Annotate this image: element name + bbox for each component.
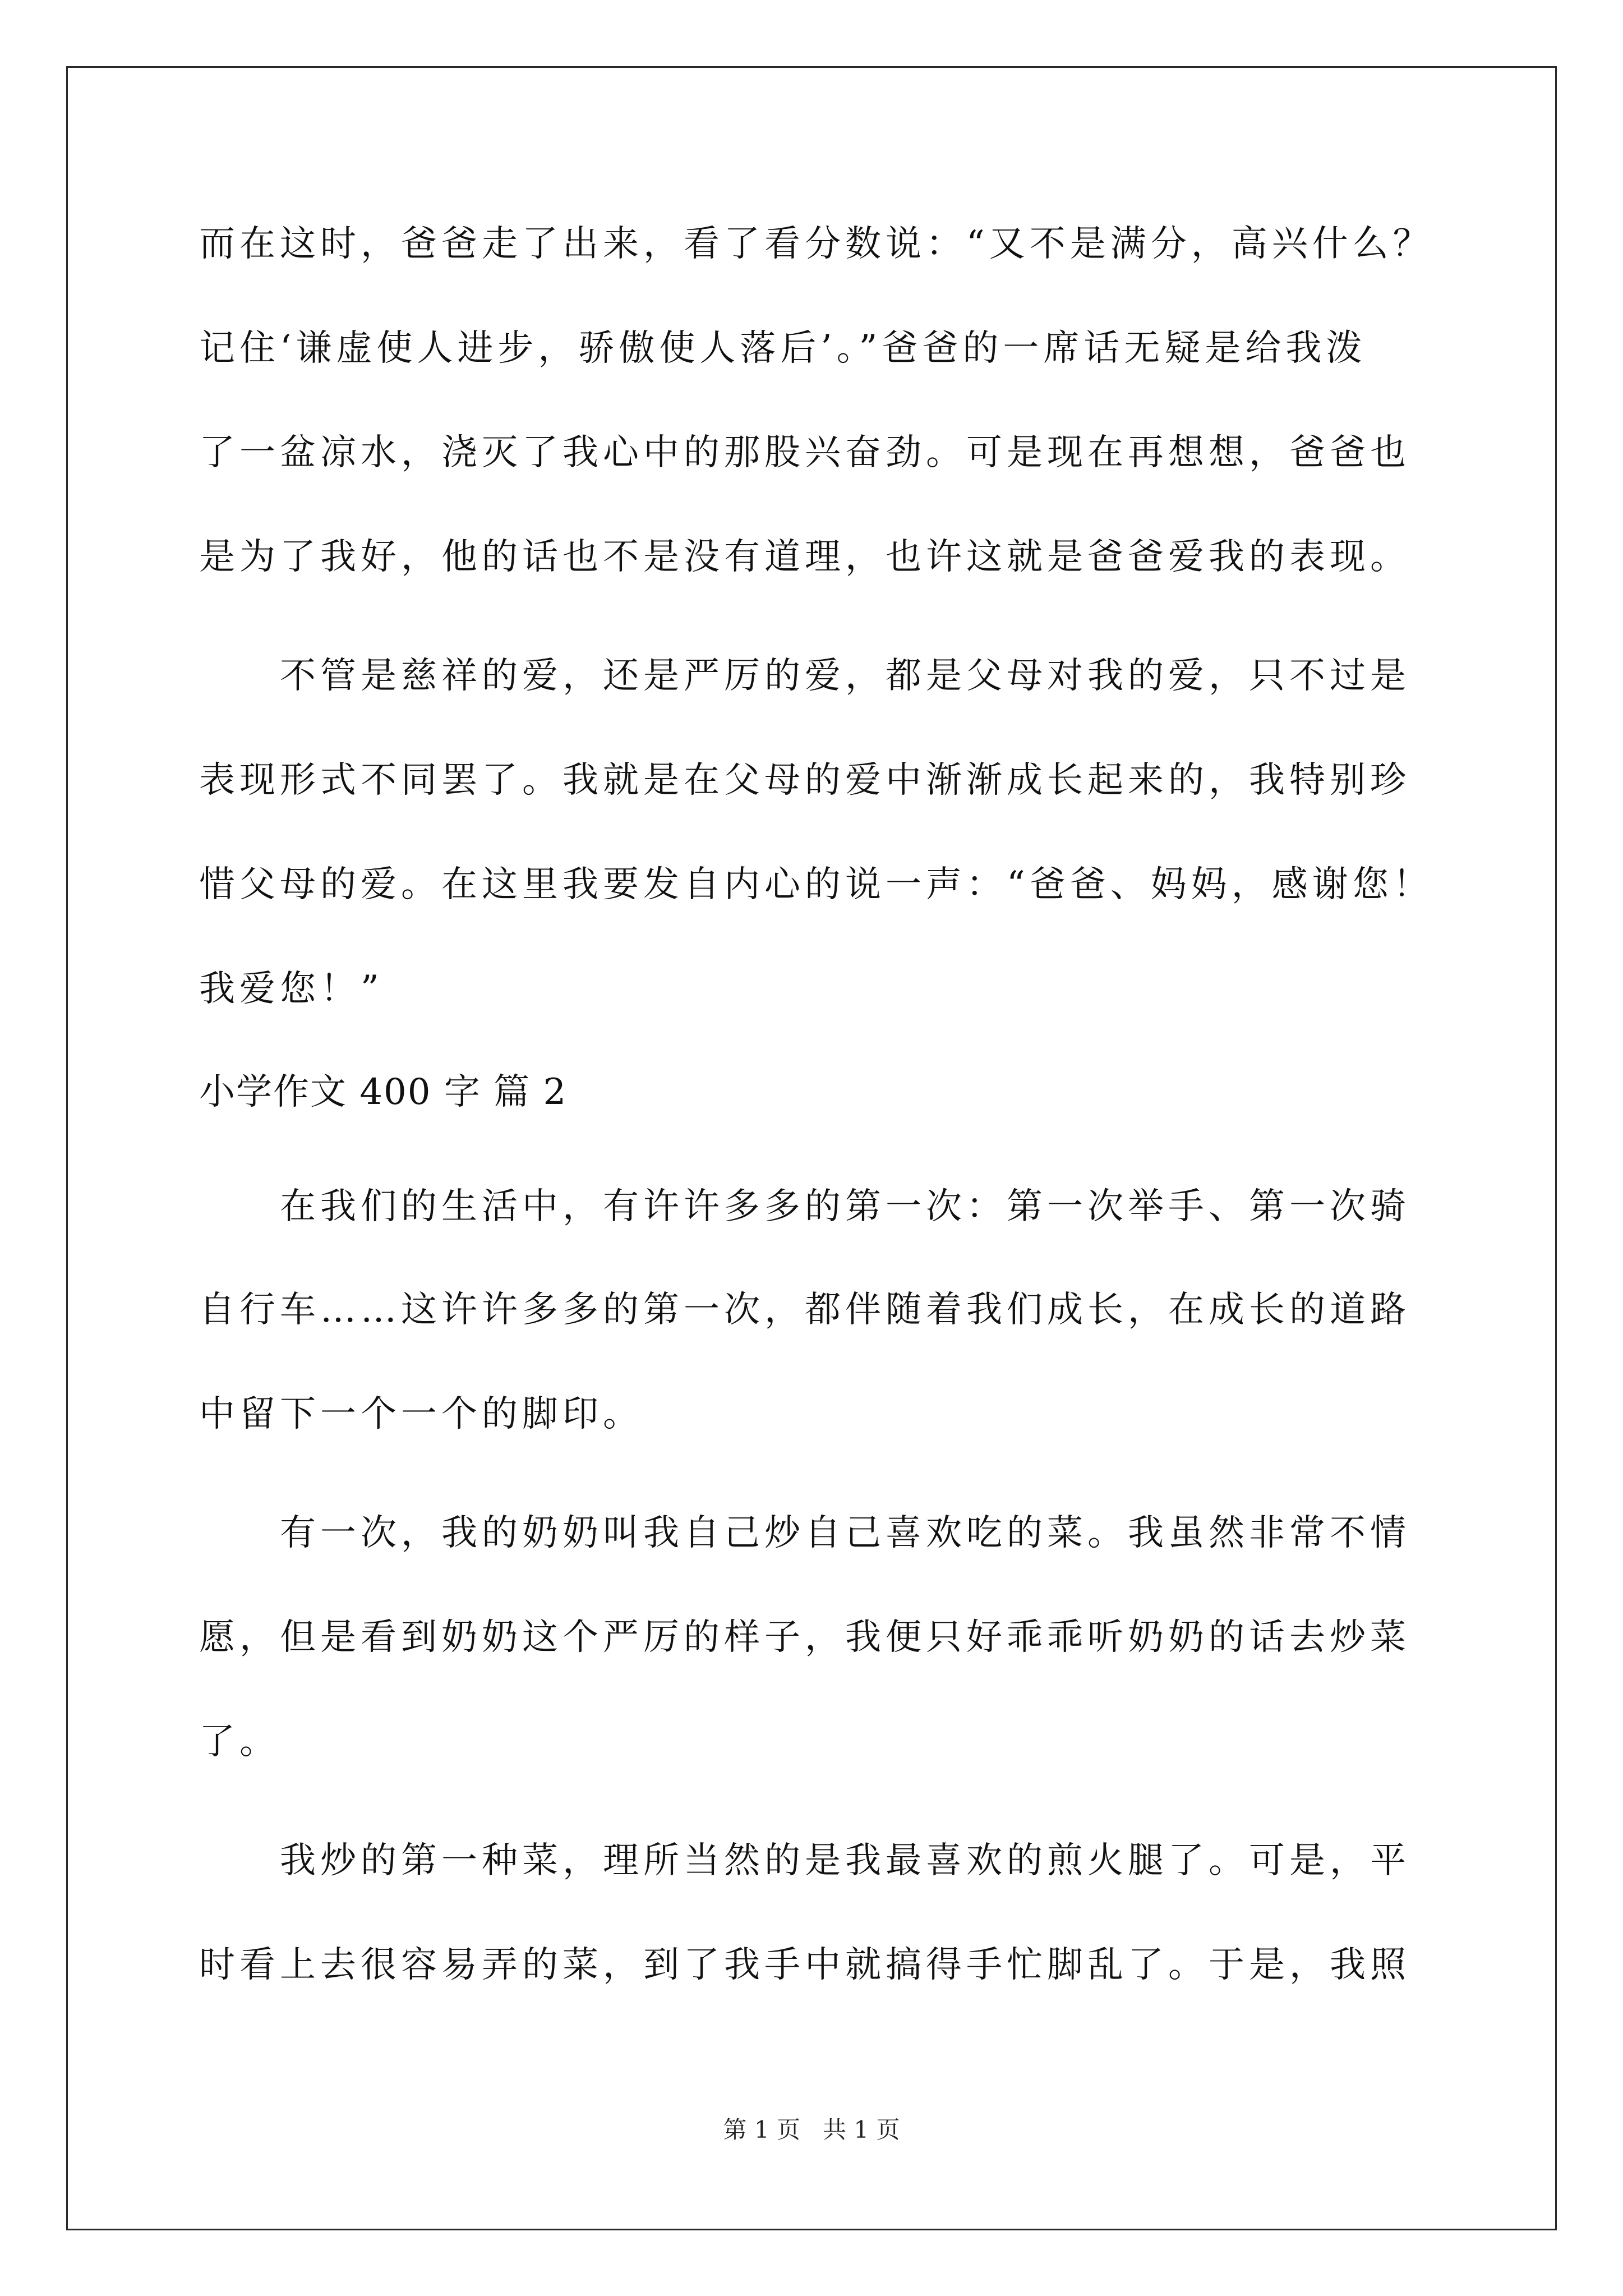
text-line: 了一盆凉水，浇灭了我心中的那股兴奋劲。可是现在再想想，爸爸也 <box>199 432 1410 473</box>
text-line: 而在这时，爸爸走了出来，看了看分数说：“又不是满分，高兴什么？ <box>199 223 1433 265</box>
paragraph-start-line: 我炒的第一种菜，理所当然的是我最喜欢的煎火腿了。可是，平 <box>199 1840 1410 1881</box>
text-line: 愿，但是看到奶奶这个严厉的样子，我便只好乖乖听奶奶的话去炒菜 <box>199 1617 1410 1658</box>
text-line: 表现形式不同罢了。我就是在父母的爱中渐渐成长起来的，我特别珍 <box>199 760 1410 801</box>
section-heading: 小学作文 400 字 篇 2 <box>199 1071 568 1113</box>
text-line: 惜父母的爱。在这里我要发自内心的说一声：“爸爸、妈妈，感谢您！ <box>199 864 1433 905</box>
text-line: 中留下一个一个的脚印。 <box>199 1393 643 1435</box>
text-line: 了。 <box>199 1721 280 1763</box>
text-line: 自行车……这许许多多的第一次，都伴随着我们成长，在成长的道路 <box>199 1289 1410 1331</box>
paragraph-start-line: 不管是慈祥的爱，还是严厉的爱，都是父母对我的爱，只不过是 <box>199 655 1410 697</box>
paragraph-start-line: 在我们的生活中，有许许多多的第一次：第一次举手、第一次骑 <box>199 1186 1410 1227</box>
text-line: 是为了我好，他的话也不是没有道理，也许这就是爸爸爱我的表现。 <box>199 536 1410 578</box>
text-line: 我爱您！” <box>199 968 384 1010</box>
text-line: 时看上去很容易弄的菜，到了我手中就搞得手忙脚乱了。于是，我照 <box>199 1944 1410 1986</box>
page-border <box>66 66 1557 2230</box>
paragraph-start-line: 有一次，我的奶奶叫我自己炒自己喜欢吃的菜。我虽然非常不情 <box>199 1512 1410 1554</box>
text-line: 记住‘谦虚使人进步，骄傲使人落后’。”爸爸的一席话无疑是给我泼 <box>199 328 1367 369</box>
page-footer: 第 1 页 共 1 页 <box>723 2116 900 2143</box>
